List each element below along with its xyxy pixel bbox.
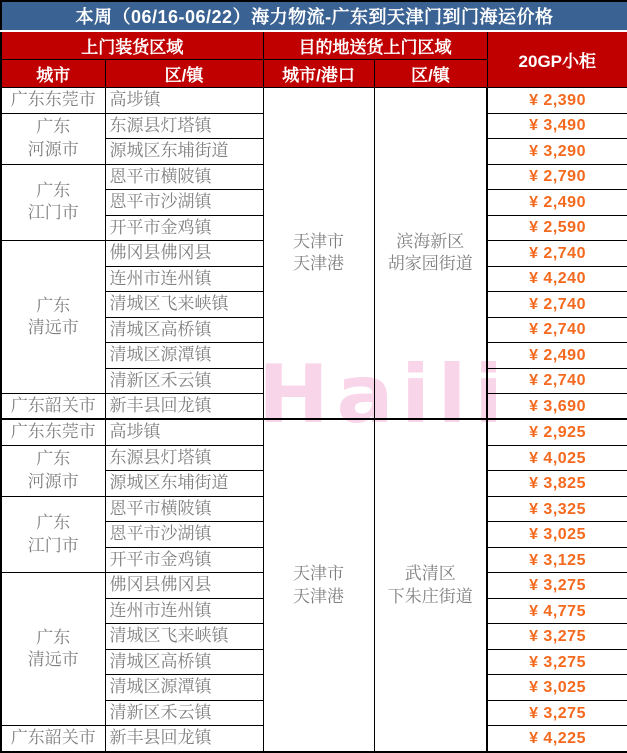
price-cell-text: ¥ 3,490 xyxy=(529,117,586,135)
pickup-city-cell-text: 广东 xyxy=(36,295,71,315)
price-cell xyxy=(487,164,627,190)
price-cell xyxy=(487,700,627,726)
pickup-district-cell xyxy=(105,700,263,726)
price-cell xyxy=(487,88,627,114)
dest-district-cell-text: 滨海新区 xyxy=(396,231,465,251)
pickup-city-cell-text: 广东 xyxy=(36,449,71,469)
pickup-city-cell-text: 广东韶关市 xyxy=(10,396,96,415)
price-cell-text: ¥ 4,240 xyxy=(529,270,586,288)
pickup-district-cell xyxy=(105,88,263,114)
pickup-district-cell-text: 佛冈县佛冈县 xyxy=(109,575,212,595)
dest-district-cell-text: 下朱庄街道 xyxy=(387,586,473,606)
price-cell-text: ¥ 3,275 xyxy=(529,704,586,722)
price-cell xyxy=(487,573,627,599)
pickup-district-cell-text: 连州市连州镇 xyxy=(109,268,212,288)
pickup-city-cell-text: 广东韶关市 xyxy=(10,728,96,748)
pickup-city-cell xyxy=(1,445,105,496)
price-cell xyxy=(487,368,627,394)
price-cell xyxy=(487,471,627,497)
dest-city-port-cell-text: 天津市 xyxy=(293,564,344,584)
price-cell-text: ¥ 4,025 xyxy=(529,449,586,467)
pickup-city-cell-text: 广东 xyxy=(36,627,71,647)
dest-city-port-cell xyxy=(263,419,374,751)
header-dest-city-port: 城市/港口 xyxy=(263,60,374,88)
pickup-city-cell-text: 清远市 xyxy=(27,650,79,670)
price-cell-text: ¥ 3,275 xyxy=(529,628,586,646)
pickup-city-cell-text: 广东东莞市 xyxy=(10,90,96,110)
price-cell-text: ¥ 2,740 xyxy=(529,244,586,262)
price-table-body xyxy=(1,88,627,752)
price-cell xyxy=(487,190,627,216)
price-cell-text: ¥ 3,275 xyxy=(529,577,586,595)
pickup-city-cell xyxy=(1,496,105,573)
price-cell-text: ¥ 3,290 xyxy=(529,142,586,160)
price-cell-text: ¥ 2,590 xyxy=(529,219,586,237)
sheet-title: 本周（06/16-06/22）海力物流-广东到天津门到门海运价格 xyxy=(1,1,627,31)
pickup-city-cell-text: 广东 xyxy=(36,180,71,200)
header-container-type: 20GP小柜 xyxy=(487,31,627,88)
price-cell-text: ¥ 3,275 xyxy=(529,653,586,671)
pickup-district-cell xyxy=(105,419,263,445)
header-pickup-district: 区/镇 xyxy=(105,60,263,88)
pickup-district-cell-text: 恩平市沙湖镇 xyxy=(109,192,212,212)
pickup-city-cell xyxy=(1,164,105,241)
price-cell-text: ¥ 3,125 xyxy=(529,551,586,569)
pickup-district-cell-text: 清城区高桥镇 xyxy=(109,319,212,339)
price-cell xyxy=(487,547,627,573)
dest-city-port-cell-text: 天津港 xyxy=(293,254,344,274)
price-cell xyxy=(487,496,627,522)
price-cell xyxy=(487,113,627,139)
price-cell xyxy=(487,292,627,318)
pickup-city-cell xyxy=(1,241,105,394)
pickup-district-cell xyxy=(105,215,263,241)
pickup-district-cell xyxy=(105,164,263,190)
pickup-district-cell xyxy=(105,573,263,599)
pickup-district-cell-text: 高埗镇 xyxy=(109,422,161,442)
price-cell xyxy=(487,419,627,445)
pickup-district-cell-text: 新丰县回龙镇 xyxy=(109,396,212,415)
pickup-district-cell xyxy=(105,190,263,216)
price-cell-text: ¥ 3,325 xyxy=(529,500,586,518)
pickup-district-cell-text: 清城区飞来峡镇 xyxy=(109,626,229,646)
pickup-district-cell xyxy=(105,139,263,165)
pickup-district-cell-text: 连州市连州镇 xyxy=(109,600,212,620)
pickup-district-cell-text: 清新区禾云镇 xyxy=(109,702,212,722)
header-dest-district: 区/镇 xyxy=(374,60,487,88)
watermark: Haili xyxy=(258,348,511,441)
pickup-district-cell-text: 清新区禾云镇 xyxy=(109,370,212,390)
pickup-city-cell-text: 清远市 xyxy=(27,318,79,337)
pickup-district-cell-text: 清城区源潭镇 xyxy=(109,345,212,365)
price-cell-text: ¥ 2,740 xyxy=(529,321,586,339)
price-cell xyxy=(487,675,627,701)
price-cell xyxy=(487,522,627,548)
pickup-city-cell-text: 河源市 xyxy=(27,139,79,159)
pickup-city-cell xyxy=(1,573,105,726)
pickup-city-cell-text: 广东 xyxy=(36,117,71,137)
price-cell xyxy=(487,241,627,267)
pickup-district-cell xyxy=(105,726,263,752)
pickup-district-cell xyxy=(105,471,263,497)
price-cell xyxy=(487,266,627,292)
pickup-district-cell-text: 东源县灯塔镇 xyxy=(109,447,212,467)
price-cell xyxy=(487,649,627,675)
dest-district-cell-text: 武清区 xyxy=(404,564,456,584)
header-delivery-area: 目的地送货上门区域 xyxy=(263,31,487,60)
pickup-city-cell-text: 广东 xyxy=(36,513,71,533)
pickup-district-cell xyxy=(105,649,263,675)
price-cell xyxy=(487,317,627,343)
pickup-district-cell-text: 清城区源潭镇 xyxy=(109,677,212,697)
pickup-city-cell-text: 江门市 xyxy=(27,203,79,223)
pickup-district-cell xyxy=(105,241,263,267)
price-cell-text: ¥ 3,025 xyxy=(529,526,586,544)
pickup-district-cell-text: 高埗镇 xyxy=(109,90,161,110)
pickup-district-cell-text: 源城区东埔街道 xyxy=(109,473,229,493)
price-cell xyxy=(487,215,627,241)
pickup-district-cell xyxy=(105,547,263,573)
pickup-city-cell-text: 江门市 xyxy=(27,535,79,555)
price-cell-text: ¥ 2,925 xyxy=(529,424,586,442)
price-cell-text: ¥ 2,740 xyxy=(529,295,586,313)
price-cell-text: ¥ 2,490 xyxy=(529,346,586,364)
table-row xyxy=(1,419,627,445)
header-pickup-area: 上门装货区域 xyxy=(1,31,263,60)
price-cell-text: ¥ 2,390 xyxy=(529,91,586,109)
price-cell-text: ¥ 3,825 xyxy=(529,475,586,493)
price-cell-text: ¥ 4,225 xyxy=(529,730,586,748)
pickup-district-cell xyxy=(105,317,263,343)
pickup-district-cell xyxy=(105,675,263,701)
price-cell-text: ¥ 2,740 xyxy=(529,372,586,390)
dest-city-port-cell-text: 天津港 xyxy=(293,586,344,606)
price-cell xyxy=(487,445,627,471)
dest-district-cell xyxy=(374,419,487,751)
price-cell xyxy=(487,624,627,650)
header-row-areas xyxy=(1,31,627,60)
pickup-district-cell-text: 恩平市沙湖镇 xyxy=(109,524,212,544)
pickup-city-cell xyxy=(1,88,105,114)
pickup-city-cell xyxy=(1,726,105,752)
pickup-district-cell-text: 开平市金鸡镇 xyxy=(109,549,212,569)
pickup-district-cell xyxy=(105,496,263,522)
title-row xyxy=(1,1,627,31)
pickup-district-cell-text: 新丰县回龙镇 xyxy=(109,728,212,748)
dest-district-cell-text: 胡家园街道 xyxy=(387,254,473,274)
price-cell xyxy=(487,139,627,165)
price-cell xyxy=(487,726,627,752)
pickup-district-cell-text: 恩平市横陂镇 xyxy=(109,166,212,186)
price-cell-text: ¥ 3,025 xyxy=(529,679,586,697)
pickup-district-cell xyxy=(105,624,263,650)
price-cell-text: ¥ 4,775 xyxy=(529,602,586,620)
table-row xyxy=(1,88,627,114)
pickup-district-cell xyxy=(105,394,263,420)
pickup-district-cell-text: 源城区东埔街道 xyxy=(109,141,229,161)
dest-district-cell xyxy=(374,88,487,420)
pickup-district-cell xyxy=(105,292,263,318)
price-cell-text: ¥ 2,790 xyxy=(529,168,586,186)
pickup-district-cell xyxy=(105,343,263,369)
pickup-district-cell-text: 清城区飞来峡镇 xyxy=(109,294,229,314)
pickup-city-cell-text: 广东东莞市 xyxy=(10,422,96,442)
pickup-city-cell-text: 河源市 xyxy=(27,471,79,491)
price-cell-text: ¥ 3,690 xyxy=(529,397,586,415)
price-cell xyxy=(487,394,627,420)
pickup-district-cell xyxy=(105,445,263,471)
pickup-district-cell-text: 开平市金鸡镇 xyxy=(109,217,212,237)
pickup-district-cell-text: 恩平市横陂镇 xyxy=(109,498,212,518)
header-pickup-city: 城市 xyxy=(1,60,105,88)
pickup-city-cell xyxy=(1,394,105,420)
pickup-district-cell xyxy=(105,598,263,624)
pickup-district-cell-text: 东源县灯塔镇 xyxy=(109,115,212,135)
dest-city-port-cell xyxy=(263,88,374,420)
pickup-district-cell-text: 佛冈县佛冈县 xyxy=(109,243,212,263)
pickup-city-cell xyxy=(1,113,105,164)
pickup-district-cell xyxy=(105,368,263,394)
pickup-district-cell xyxy=(105,113,263,139)
dest-city-port-cell-text: 天津市 xyxy=(293,231,344,251)
price-cell-text: ¥ 2,490 xyxy=(529,193,586,211)
pickup-district-cell xyxy=(105,522,263,548)
pickup-city-cell xyxy=(1,419,105,445)
price-cell xyxy=(487,343,627,369)
pickup-district-cell-text: 清城区高桥镇 xyxy=(109,651,212,671)
price-cell xyxy=(487,598,627,624)
pickup-district-cell xyxy=(105,266,263,292)
